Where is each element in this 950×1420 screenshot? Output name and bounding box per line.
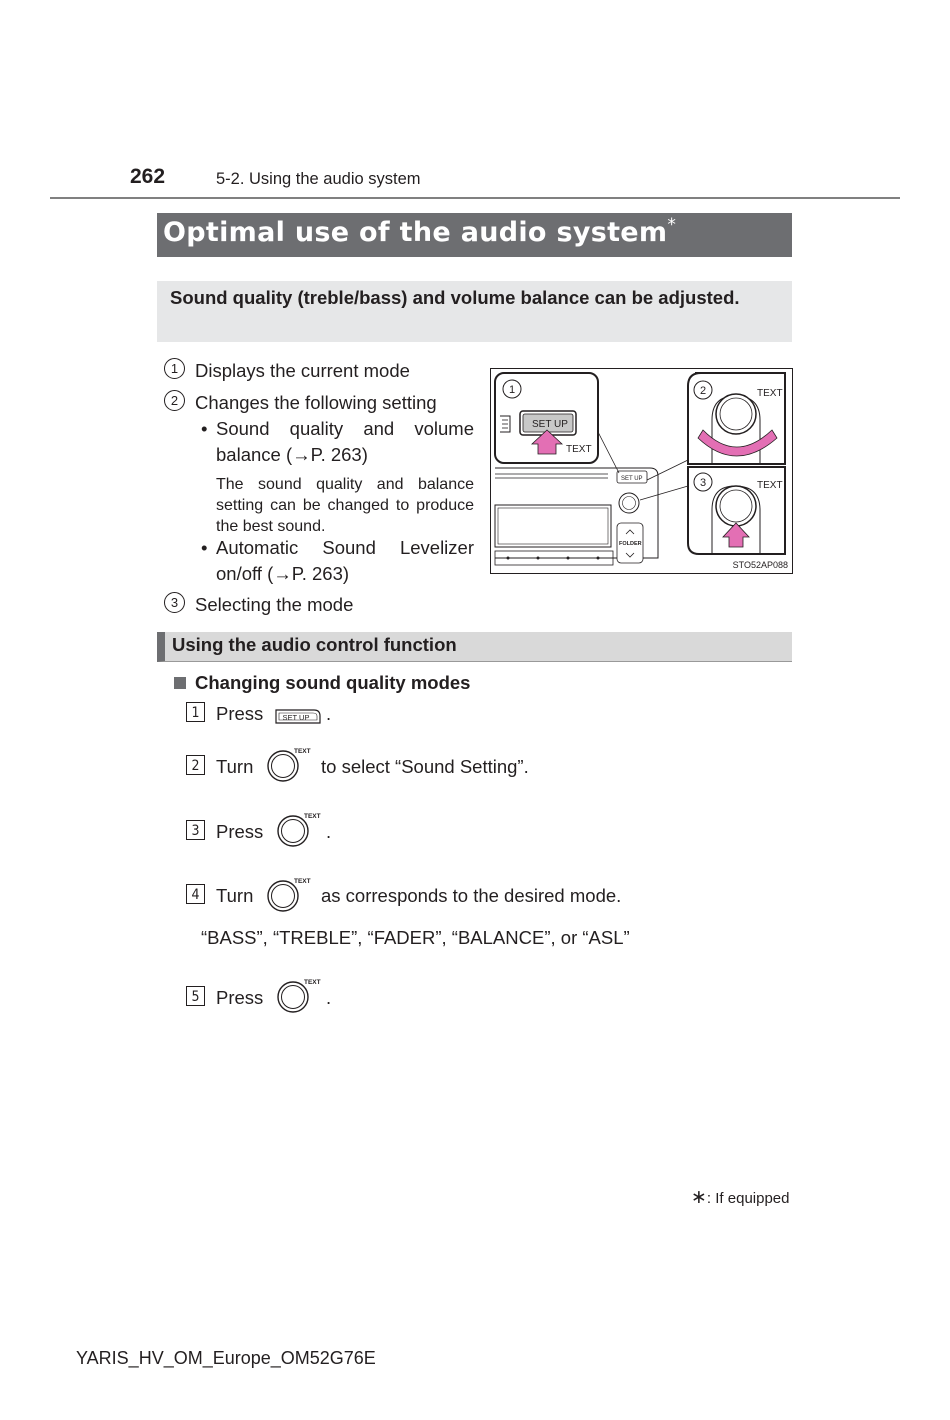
footnote-text: : If equipped <box>706 1190 790 1207</box>
step-number-1: 1 <box>186 702 205 722</box>
dial-turn-icon <box>266 745 314 783</box>
dial-turn-icon <box>266 875 314 913</box>
page-number: 262 <box>130 165 166 188</box>
bullet-dot: • <box>201 537 208 558</box>
bullet-asl-text: Automatic Sound Levelizer on/off ( <box>216 537 474 584</box>
step-4-tail: as corresponds to the desired mode. <box>321 885 622 906</box>
dial-text-label: TEXT <box>304 979 321 986</box>
inset-text-label-2: TEXT <box>757 388 783 399</box>
footnote <box>691 1186 790 1209</box>
page-reference: P. 263) <box>291 563 350 584</box>
step-1-verb: Press <box>216 703 264 724</box>
inset-3-label: 3 <box>699 477 707 489</box>
inset-text-label-3: TEXT <box>757 480 783 491</box>
step-5-tail: . <box>326 987 332 1008</box>
square-bullet-icon <box>174 677 186 689</box>
bullet-sound-quality <box>216 416 474 468</box>
title-footnote-mark: * <box>667 215 677 235</box>
callout-number-2: 2 <box>164 390 185 411</box>
subheading-text: Using the audio control function <box>172 634 457 655</box>
dial-text-label: TEXT <box>294 878 311 885</box>
step-3-tail: . <box>326 821 332 842</box>
bullet-note: The sound quality and balance setting can be changed to produce the best sound. <box>216 476 474 535</box>
dial-text-label: TEXT <box>304 813 321 820</box>
inset-setup-label: SET UP <box>532 419 568 430</box>
title-bar <box>157 213 792 257</box>
section-reference: 5-2. Using the audio system <box>216 170 421 188</box>
step-2-tail: to select “Sound Setting”. <box>321 756 529 777</box>
callout-number-3: 3 <box>164 592 185 613</box>
inset-1-label: 1 <box>508 384 516 396</box>
footer-document-id: YARIS_HV_OM_Europe_OM52G76E <box>76 1348 376 1368</box>
bullet-dot: • <box>201 418 208 439</box>
figure-folder-label: FOLDER <box>619 541 642 547</box>
callout-2-text: Changes the following setting <box>195 392 437 413</box>
arrow-icon: → <box>292 444 311 465</box>
footnote-mark: ∗ <box>691 1187 707 1208</box>
step-number-5: 5 <box>186 986 205 1006</box>
modes-list: “BASS”, “TREBLE”, “FADER”, “BALANCE”, or “ASL” <box>201 927 630 948</box>
audio-panel-figure <box>490 368 793 574</box>
step-2-verb: Turn <box>216 756 254 777</box>
dial-press-icon <box>276 810 324 848</box>
figure-setup-label-small: SET UP <box>621 476 643 482</box>
step-number-2: 2 <box>186 755 205 775</box>
setup-button-icon <box>274 707 322 725</box>
inset-text-label-1: TEXT <box>566 444 592 455</box>
step-1-tail: . <box>326 703 332 724</box>
step-5-verb: Press <box>216 987 264 1008</box>
intro-box <box>157 281 792 342</box>
step-4-verb: Turn <box>216 885 254 906</box>
inset-2-label: 2 <box>699 385 707 397</box>
subheading-bar <box>157 632 792 662</box>
figure-code: STO52AP088 <box>732 560 788 570</box>
step-number-3: 3 <box>186 820 205 840</box>
dial-text-label: TEXT <box>294 748 311 755</box>
setup-icon-label: SET UP <box>282 713 310 722</box>
dial-press-icon <box>276 976 324 1014</box>
page-title-text: Optimal use of the audio system <box>163 217 668 248</box>
header-rule <box>50 197 900 199</box>
procedure-heading: Changing sound quality modes <box>195 672 471 693</box>
arrow-icon: → <box>273 563 292 584</box>
callout-3-text: Selecting the mode <box>195 594 354 615</box>
bullet-asl <box>216 535 474 587</box>
callout-number-1: 1 <box>164 358 185 379</box>
bullet-sound-quality-text: Sound quality and volume balance ( <box>216 418 474 465</box>
step-3-verb: Press <box>216 821 264 842</box>
step-number-4: 4 <box>186 884 205 904</box>
callout-1-text: Displays the current mode <box>195 360 410 381</box>
page-reference: P. 263) <box>310 444 368 465</box>
page-title <box>163 217 676 248</box>
intro-text: Sound quality (treble/bass) and volume balance can be adjusted. <box>170 287 740 308</box>
